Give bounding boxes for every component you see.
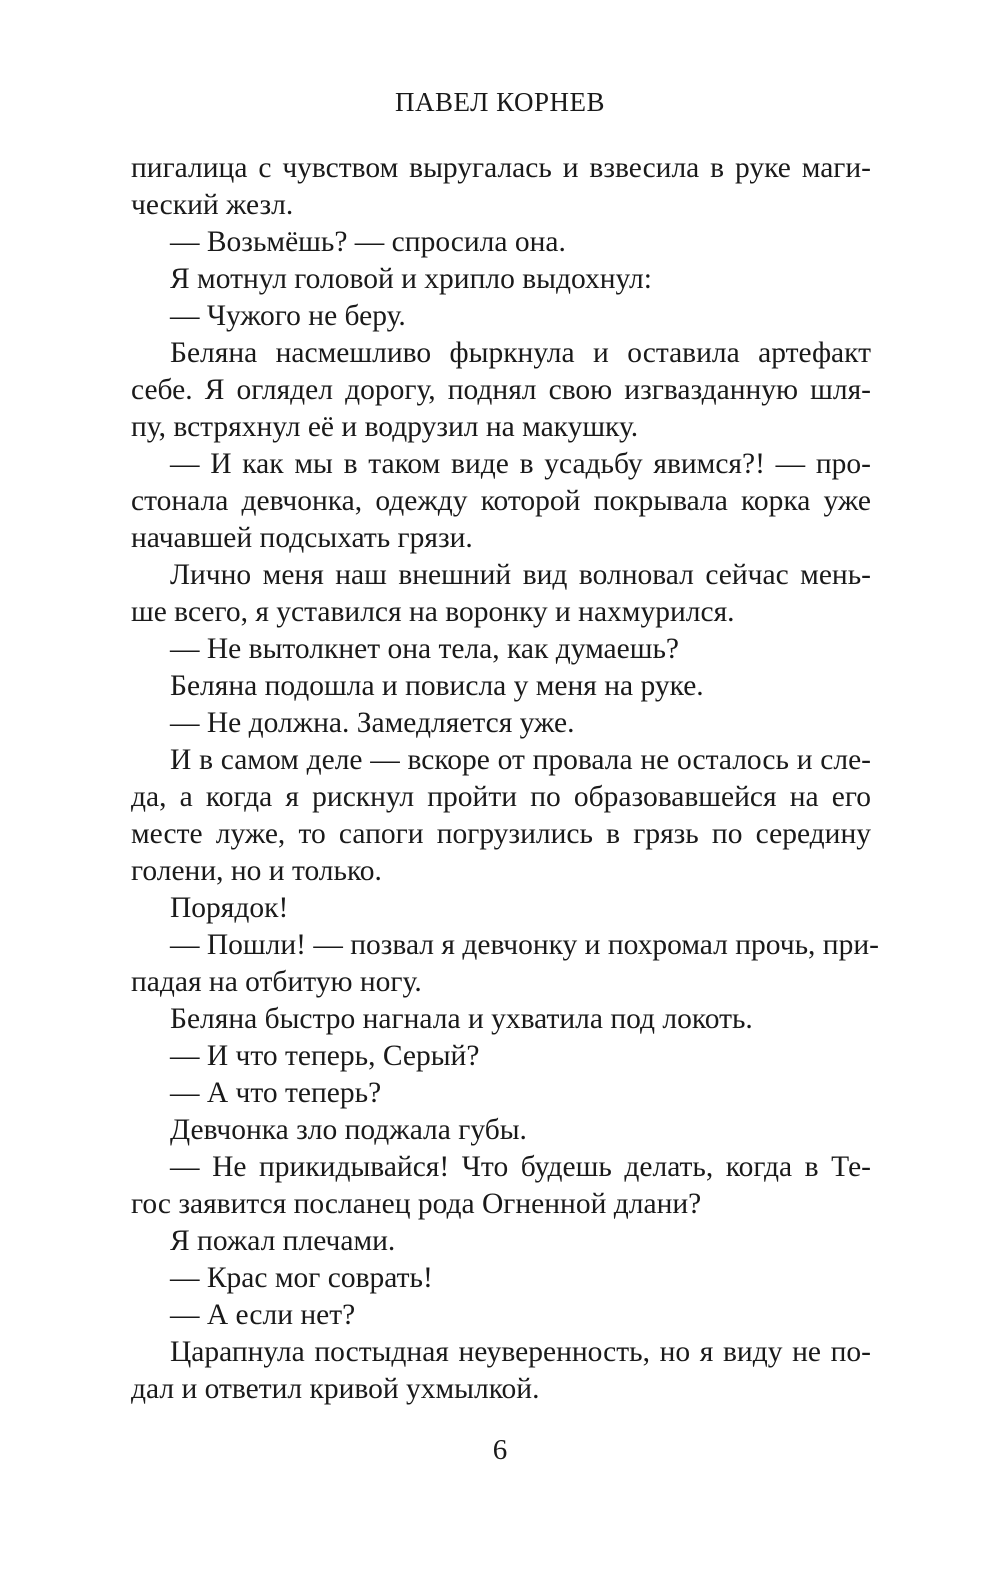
text-line: — Пошли! — позвал я девчонку и похромал прочь, при- xyxy=(170,929,879,961)
text-line: — И как мы в таком виде в усадьбу явимся?! — про- xyxy=(170,448,871,480)
text-line: Беляна насмешливо фыркнула и оставила артефакт xyxy=(170,337,871,369)
text-line: И в самом деле — вскоре от провала не осталось и сле- xyxy=(170,744,871,776)
text-line: — А если нет? xyxy=(170,1299,356,1331)
text-block xyxy=(131,150,879,1408)
text-line: — Не прикидывайся! Что будешь делать, когда в Те- xyxy=(170,1151,871,1183)
text-line: пигалица с чувством выругалась и взвесила в руке маги- xyxy=(131,152,871,184)
text-line: падая на отбитую ногу. xyxy=(131,966,422,998)
page-number: 6 xyxy=(492,1434,508,1466)
text-line: Царапнула постыдная неуверенность, но я виду не по- xyxy=(170,1336,871,1368)
text-line: дал и ответил кривой ухмылкой. xyxy=(131,1373,540,1405)
text-line: месте луже, то сапоги погрузились в грязь по середину xyxy=(131,818,871,850)
running-head-author: ПАВЕЛ КОРНЕВ xyxy=(394,87,606,117)
text-line: пу, встряхнул её и водрузил на макушку. xyxy=(131,411,639,443)
text-line: — Крас мог соврать! xyxy=(170,1262,433,1294)
text-line: — Возьмёшь? — спросила она. xyxy=(170,226,566,258)
text-line: — Чужого не беру. xyxy=(170,300,406,332)
text-line: ше всего, я уставился на воронку и нахмурился. xyxy=(131,596,735,628)
text-line: да, а когда я рискнул пройти по образовавшейся на его xyxy=(131,781,871,813)
text-line: Порядок! xyxy=(170,892,289,924)
text-line: Беляна быстро нагнала и ухватила под локоть. xyxy=(170,1003,753,1035)
text-line: — А что теперь? xyxy=(170,1077,382,1109)
text-line: Лично меня наш внешний вид волновал сейчас мень- xyxy=(170,559,871,591)
text-line: Девчонка зло поджала губы. xyxy=(170,1114,527,1146)
text-line: — Не вытолкнет она тела, как думаешь? xyxy=(170,633,679,665)
text-line: ческий жезл. xyxy=(131,189,294,221)
text-line: Я мотнул головой и хрипло выдохнул: xyxy=(170,263,652,295)
text-line: стонала девчонка, одежду которой покрывала корка уже xyxy=(131,485,871,517)
text-line: начавшей подсыхать грязи. xyxy=(131,522,473,554)
text-line: гос заявится посланец рода Огненной длани? xyxy=(131,1188,702,1220)
text-line: — Не должна. Замедляется уже. xyxy=(170,707,575,739)
text-line: Я пожал плечами. xyxy=(170,1225,396,1257)
text-line: Беляна подошла и повисла у меня на руке. xyxy=(170,670,704,702)
text-line: себе. Я оглядел дорогу, поднял свою изгвазданную шля- xyxy=(131,374,871,406)
text-line: — И что теперь, Серый? xyxy=(170,1040,480,1072)
text-line: голени, но и только. xyxy=(131,855,382,887)
